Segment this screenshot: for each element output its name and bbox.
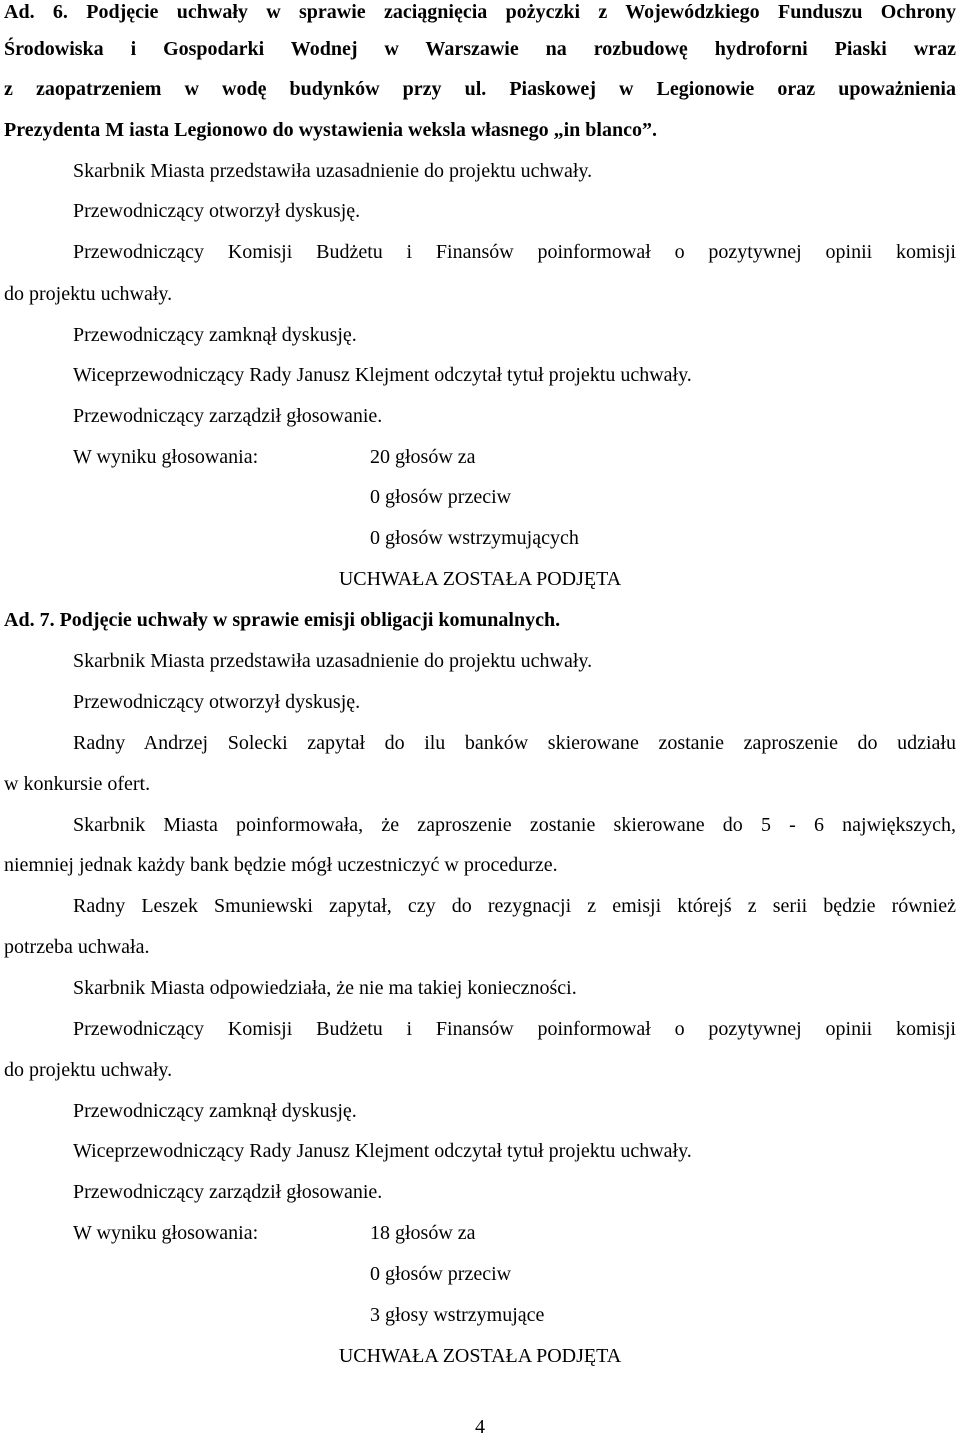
paragraph: Wiceprzewodniczący Rady Janusz Klejment odczytał tytuł projektu uchwały.: [73, 1140, 692, 1162]
section-6-heading-line-3: z zaopatrzeniem w wodę budynków przy ul. Piaskowej w Legionowie oraz upoważnienia: [4, 78, 956, 100]
paragraph: Wiceprzewodniczący Rady Janusz Klejment odczytał tytuł projektu uchwały.: [73, 364, 692, 386]
paragraph: Skarbnik Miasta przedstawiła uzasadnienie do projektu uchwały.: [73, 160, 593, 182]
paragraph: Przewodniczący otworzył dyskusję.: [73, 691, 361, 713]
page-number: 4: [475, 1416, 485, 1438]
vote-abstain: 0 głosów wstrzymujących: [370, 527, 579, 549]
resolution-result: UCHWAŁA ZOSTAŁA PODJĘTA: [338, 1345, 622, 1367]
vote-for: 18 głosów za: [370, 1222, 476, 1244]
vote-against: 0 głosów przeciw: [370, 1263, 512, 1285]
paragraph: Skarbnik Miasta poinformowała, że zaproszenie zostanie skierowane do 5 - 6 największych,: [73, 814, 956, 836]
paragraph: Przewodniczący zarządził głosowanie.: [73, 1181, 383, 1203]
paragraph: Skarbnik Miasta przedstawiła uzasadnienie do projektu uchwały.: [73, 650, 593, 672]
paragraph: do projektu uchwały.: [4, 1059, 173, 1081]
paragraph: Radny Andrzej Solecki zapytał do ilu banków skierowane zostanie zaproszenie do udziału: [73, 732, 956, 754]
vote-label: W wyniku głosowania:: [73, 446, 259, 468]
paragraph: Skarbnik Miasta odpowiedziała, że nie ma takiej konieczności.: [73, 977, 577, 999]
resolution-result: UCHWAŁA ZOSTAŁA PODJĘTA: [338, 568, 622, 590]
paragraph: Przewodniczący zamknął dyskusję.: [73, 324, 357, 346]
paragraph: niemniej jednak każdy bank będzie mógł uczestniczyć w procedurze.: [4, 854, 558, 876]
paragraph: w konkursie ofert.: [4, 773, 151, 795]
paragraph: potrzeba uchwała.: [4, 936, 150, 958]
vote-label: W wyniku głosowania:: [73, 1222, 259, 1244]
vote-for: 20 głosów za: [370, 446, 476, 468]
section-6-heading-line-2: Środowiska i Gospodarki Wodnej w Warszawie na rozbudowę hydroforni Piaski wraz: [4, 38, 956, 60]
section-7-heading: Ad. 7. Podjęcie uchwały w sprawie emisji obligacji komunalnych.: [4, 609, 561, 631]
section-6-heading-line-4: Prezydenta M iasta Legionowo do wystawienia weksla własnego „in blanco”.: [4, 119, 657, 141]
section-6-heading-line-1: Ad. 6. Podjęcie uchwały w sprawie zaciągnięcia pożyczki z Wojewódzkiego Funduszu Ochrony: [4, 1, 956, 23]
paragraph: Radny Leszek Smuniewski zapytał, czy do rezygnacji z emisji którejś z serii będzie również: [73, 895, 956, 917]
paragraph: Przewodniczący zamknął dyskusję.: [73, 1100, 357, 1122]
vote-abstain: 3 głosy wstrzymujące: [370, 1304, 545, 1326]
vote-against: 0 głosów przeciw: [370, 486, 512, 508]
paragraph: Przewodniczący Komisji Budżetu i Finansów poinformował o pozytywnej opinii komisji: [73, 241, 956, 263]
paragraph: Przewodniczący Komisji Budżetu i Finansów poinformował o pozytywnej opinii komisji: [73, 1018, 956, 1040]
paragraph: do projektu uchwały.: [4, 283, 173, 305]
paragraph: Przewodniczący zarządził głosowanie.: [73, 405, 383, 427]
paragraph: Przewodniczący otworzył dyskusję.: [73, 200, 361, 222]
